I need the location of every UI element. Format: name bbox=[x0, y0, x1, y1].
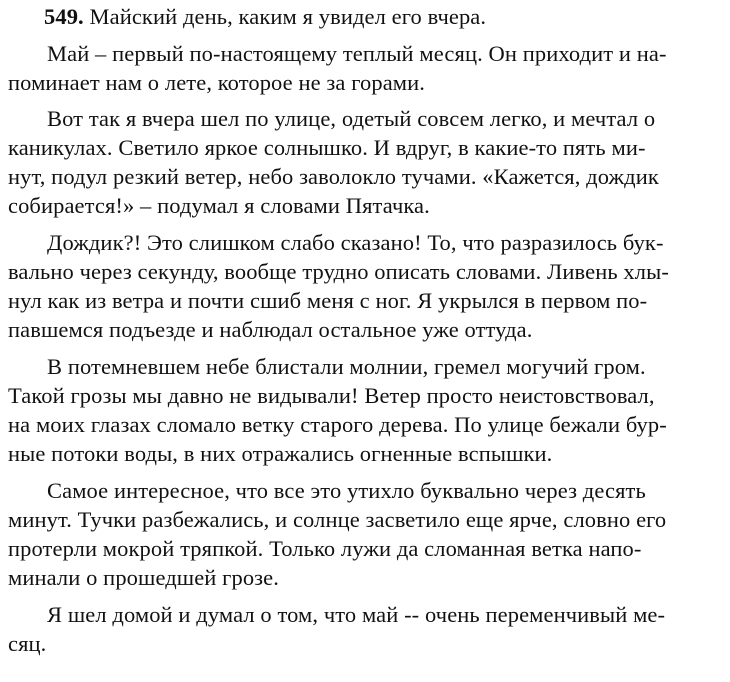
exercise-title: Майский день, каким я увидел его вчера. bbox=[89, 4, 487, 29]
text-line: павшемся подъезде и наблюдал остальное уже оттуда. bbox=[8, 317, 533, 342]
exercise-number: 549. bbox=[44, 4, 84, 29]
exercise-heading bbox=[44, 3, 486, 31]
text-line: В потемневшем небе блистали молнии, гремел могучий гром. bbox=[47, 354, 646, 379]
text-line: на моих глазах сломало ветку старого дерева. По улице бежали бур- bbox=[8, 412, 667, 437]
text-line: Вот так я вчера шел по улице, одетый совсем легко, и мечтал о bbox=[47, 106, 656, 131]
text-line: ные потоки воды, в них отражались огненные вспышки. bbox=[8, 441, 553, 466]
text-line: сяц. bbox=[8, 631, 47, 656]
text-line: Май – первый по-настоящему теплый месяц. Он приходит и на- bbox=[47, 41, 667, 66]
text-line: минали о прошедшей грозе. bbox=[8, 565, 279, 590]
text-line: минут. Тучки разбежались, и солнце засветило еще ярче, словно его bbox=[8, 507, 667, 532]
text-line: Я шел домой и думал о том, что май -- очень переменчивый ме- bbox=[47, 602, 666, 627]
text-line: собирается!» – подумал я словами Пятачка. bbox=[8, 193, 430, 218]
text-line: поминает нам о лете, которое не за горами. bbox=[8, 70, 425, 95]
text-line: протерли мокрой тряпкой. Только лужи да сломанная ветка напо- bbox=[8, 536, 642, 561]
text-line: Дождик?! Это слишком слабо сказано! То, что разразилось бук- bbox=[47, 230, 664, 255]
text-line: нут, подул резкий ветер, небо заволокло тучами. «Кажется, дождик bbox=[8, 164, 659, 189]
text-line: нул как из ветра и почти сшиб меня с ног. Я укрылся в первом по- bbox=[8, 288, 648, 313]
text-line: вально через секунду, вообще трудно описать словами. Ливень хлы- bbox=[8, 259, 669, 284]
text-line: каникулах. Светило яркое солнышко. И вдруг, в какие-то пять ми- bbox=[8, 135, 646, 160]
text-line: Такой грозы мы давно не видывали! Ветер просто неистовствовал, bbox=[8, 383, 655, 408]
text-line: Самое интересное, что все это утихло буквально через десять bbox=[47, 478, 646, 503]
